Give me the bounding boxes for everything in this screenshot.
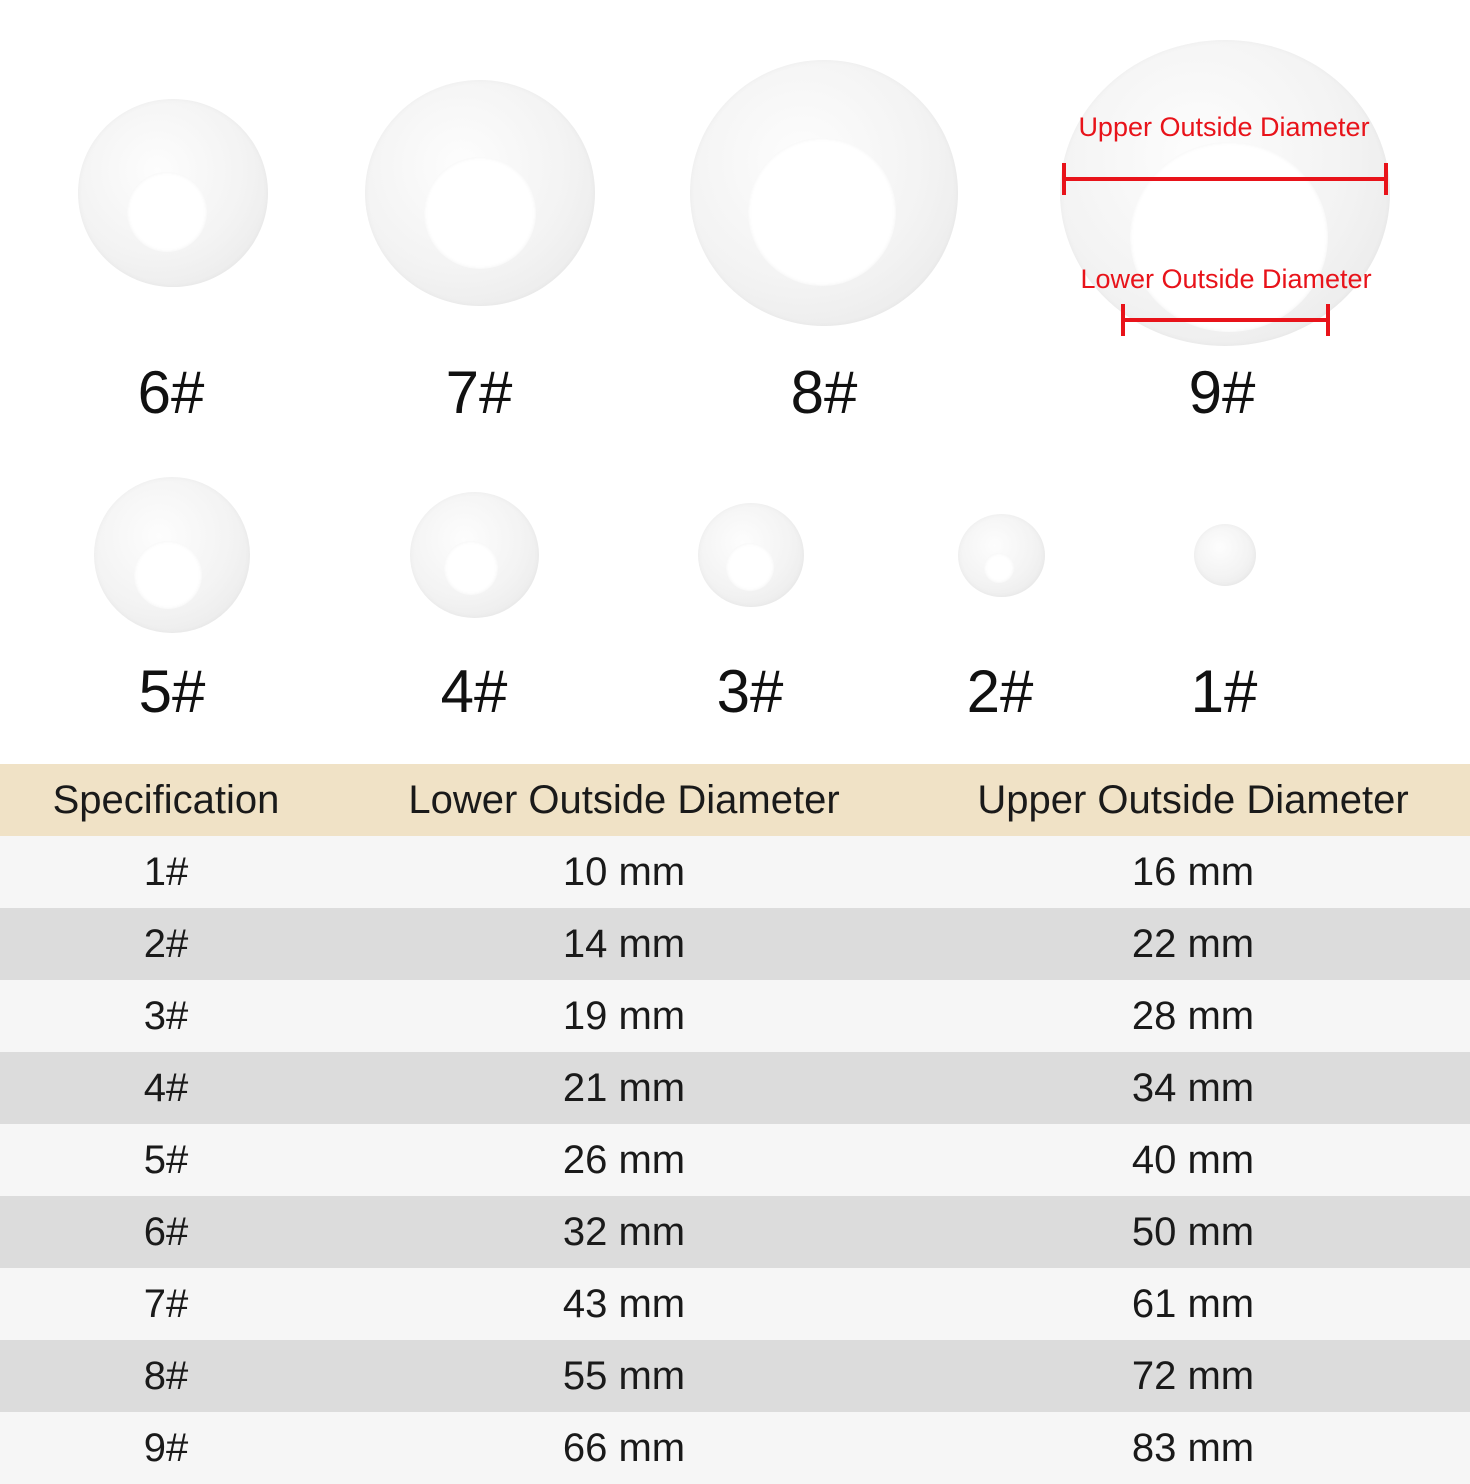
header-lower-outside-diameter: Lower Outside Diameter bbox=[408, 778, 840, 822]
stopper-9-image bbox=[1060, 40, 1390, 346]
stopper-6-image bbox=[78, 99, 268, 287]
lower-diameter-cell: 43 mm bbox=[562, 1282, 686, 1326]
size-label-5: 5# bbox=[138, 658, 206, 725]
size-label-8: 8# bbox=[790, 359, 858, 426]
table-row bbox=[0, 1124, 1470, 1196]
stopper-hole bbox=[1130, 142, 1328, 332]
table-row bbox=[0, 1268, 1470, 1340]
spec-cell: 3# bbox=[143, 994, 189, 1038]
upper-diameter-cell: 61 mm bbox=[1131, 1282, 1255, 1326]
size-label-2: 2# bbox=[966, 658, 1034, 725]
stopper-hole bbox=[127, 172, 207, 252]
stopper-hole bbox=[134, 541, 202, 609]
stopper-hole bbox=[444, 541, 498, 595]
size-label-1: 1# bbox=[1190, 658, 1258, 725]
spec-table bbox=[0, 764, 1470, 1484]
upper-diameter-cell: 50 mm bbox=[1131, 1210, 1255, 1254]
stopper-5-image bbox=[94, 477, 250, 633]
stopper-3-image bbox=[698, 503, 804, 607]
spec-cell: 4# bbox=[143, 1066, 189, 1110]
spec-cell: 8# bbox=[143, 1354, 189, 1398]
upper-diameter-cell: 72 mm bbox=[1131, 1354, 1255, 1398]
stopper-7-image bbox=[365, 80, 595, 306]
stopper-4-image bbox=[410, 492, 539, 618]
upper-diameter-cell: 16 mm bbox=[1131, 850, 1255, 894]
size-label-6: 6# bbox=[137, 359, 205, 426]
upper-diameter-cell: 40 mm bbox=[1131, 1138, 1255, 1182]
spec-cell: 2# bbox=[143, 922, 189, 966]
stopper-hole bbox=[424, 157, 536, 269]
size-label-9: 9# bbox=[1188, 359, 1256, 426]
upper-diameter-cell: 22 mm bbox=[1131, 922, 1255, 966]
spec-cell: 7# bbox=[143, 1282, 189, 1326]
table-row bbox=[0, 1412, 1470, 1484]
spec-cell: 9# bbox=[143, 1426, 189, 1470]
table-row bbox=[0, 836, 1470, 908]
spec-cell: 5# bbox=[143, 1138, 189, 1182]
stopper-hole bbox=[748, 138, 896, 286]
upper-diameter-cell: 34 mm bbox=[1131, 1066, 1255, 1110]
size-label-4: 4# bbox=[440, 658, 508, 725]
table-row bbox=[0, 980, 1470, 1052]
lower-diameter-cell: 32 mm bbox=[562, 1210, 686, 1254]
lower-diameter-cell: 19 mm bbox=[562, 994, 686, 1038]
table-row bbox=[0, 908, 1470, 980]
lower-diameter-cell: 21 mm bbox=[562, 1066, 686, 1110]
size-label-7: 7# bbox=[445, 359, 513, 426]
lower-diameter-annotation: Lower Outside Diameter bbox=[1080, 264, 1372, 294]
lower-diameter-cell: 55 mm bbox=[562, 1354, 686, 1398]
upper-diameter-cell: 28 mm bbox=[1131, 994, 1255, 1038]
upper-diameter-cell: 83 mm bbox=[1131, 1426, 1255, 1470]
spec-cell: 1# bbox=[143, 850, 189, 894]
stopper-hole bbox=[726, 543, 774, 591]
stopper-hole bbox=[984, 553, 1014, 583]
upper-diameter-dimension-line bbox=[1062, 177, 1388, 181]
table-row bbox=[0, 1052, 1470, 1124]
header-upper-outside-diameter: Upper Outside Diameter bbox=[977, 778, 1409, 822]
lower-diameter-dimension-line bbox=[1121, 318, 1330, 322]
lower-diameter-cell: 26 mm bbox=[562, 1138, 686, 1182]
stopper-8-image bbox=[690, 60, 958, 326]
upper-diameter-annotation: Upper Outside Diameter bbox=[1078, 112, 1370, 142]
spec-cell: 6# bbox=[143, 1210, 189, 1254]
table-row bbox=[0, 1340, 1470, 1412]
lower-diameter-cell: 10 mm bbox=[562, 850, 686, 894]
lower-diameter-cell: 14 mm bbox=[562, 922, 686, 966]
lower-diameter-cell: 66 mm bbox=[562, 1426, 686, 1470]
stopper-2-image bbox=[958, 514, 1045, 597]
table-row bbox=[0, 1196, 1470, 1268]
header-specification: Specification bbox=[52, 778, 280, 822]
stopper-1-image bbox=[1194, 524, 1256, 586]
table-header-row bbox=[0, 764, 1470, 836]
size-label-3: 3# bbox=[716, 658, 784, 725]
